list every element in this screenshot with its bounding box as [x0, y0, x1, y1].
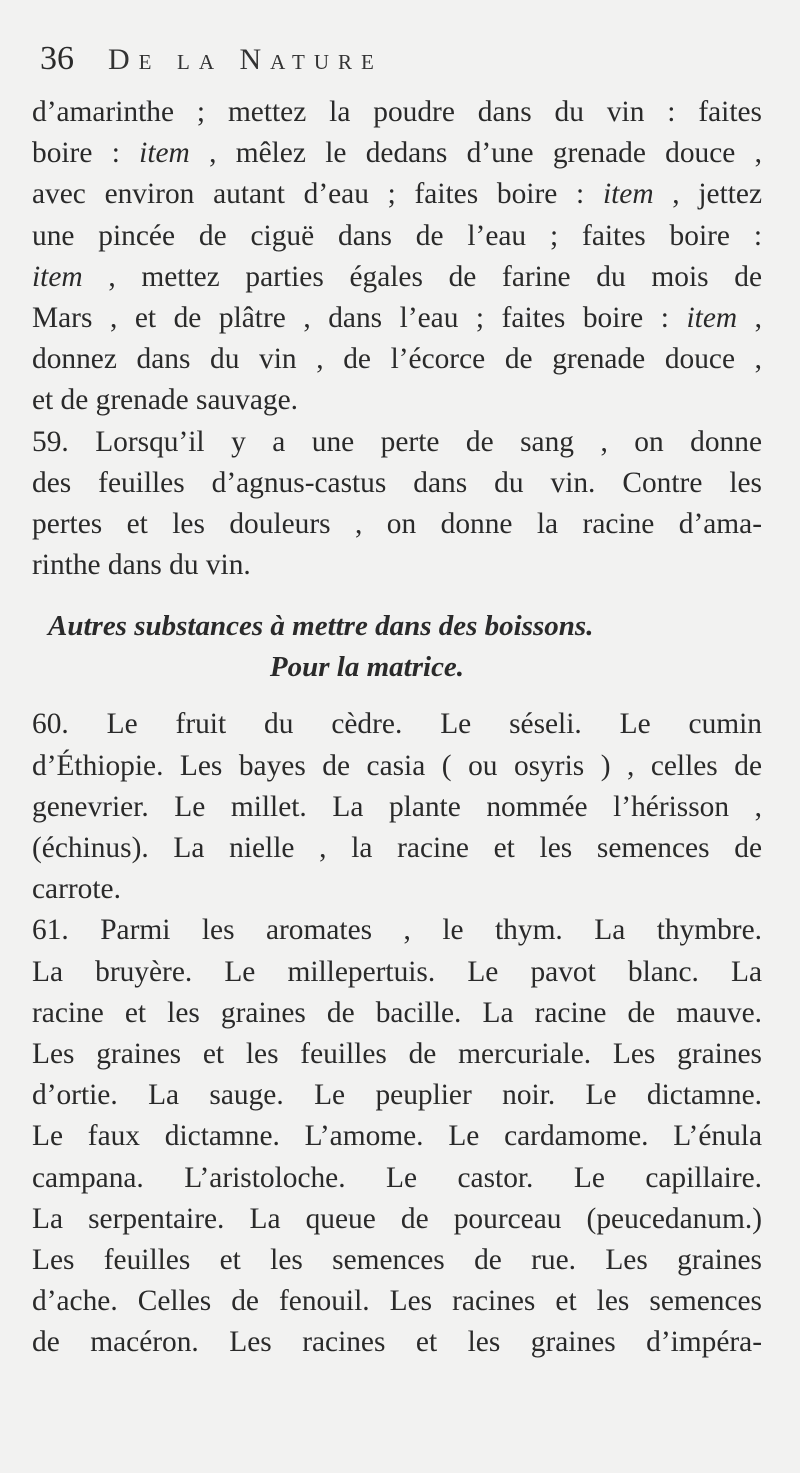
italic-word: item [686, 302, 738, 335]
text-line: de macéron. Les racines et les graines d’impéra- [32, 1326, 762, 1359]
text-line: 61. Parmi les aromates , le thym. La thymbre. [32, 914, 762, 947]
text-line: d’amarinthe ; mettez la poudre dans du vin : faites [32, 96, 762, 128]
text-line: campana. L’aristoloche. Le castor. Le capillaire. [32, 1161, 762, 1194]
paragraph-61 [32, 910, 770, 1363]
text-line: avec environ autant d’eau ; faites boire : item , jettez [32, 178, 762, 211]
text-line: rinthe dans du vin. [32, 549, 251, 582]
text-line: item , mettez parties égales de farine du mois de [32, 260, 762, 293]
text-line: 60. Le fruit du cèdre. Le séseli. Le cumin [32, 708, 762, 741]
text-line: et de grenade sauvage. [32, 384, 299, 417]
text-line: d’Éthiopie. Les bayes de casia ( ou osyris ) , celles de [32, 749, 762, 782]
text-line: Les feuilles et les semences de rue. Les graines [32, 1244, 762, 1277]
text-line: Le faux dictamne. L’amome. Le cardamome. L’énula [32, 1120, 762, 1153]
section-heading-line-1: Autres substances à mettre dans des boissons. [48, 610, 594, 643]
spacer [32, 688, 770, 704]
spacer [32, 586, 770, 606]
text-line: La bruyère. Le millepertuis. Le pavot blanc. La [32, 955, 762, 988]
page-number: 36 [40, 40, 74, 77]
text-line: pertes et les douleurs , on donne la racine d’ama- [32, 508, 762, 541]
section-heading-line-2: Pour la matrice. [269, 651, 465, 684]
italic-word: item [139, 137, 190, 170]
text-line: Les graines et les feuilles de mercuriale. Les graines [32, 1038, 762, 1071]
text-line: La serpentaire. La queue de pourceau (peucedanum.) [32, 1202, 762, 1235]
text-line: des feuilles d’agnus-castus dans du vin. Contre les [32, 466, 762, 499]
paragraph-60 [32, 704, 770, 910]
text-line: d’ache. Celles de fenouil. Les racines et les semences [32, 1285, 762, 1318]
text-line: Mars , et de plâtre , dans l’eau ; faites boire : item , [32, 302, 762, 335]
paragraph-continuation [32, 92, 770, 422]
text-line: 59. Lorsqu’il y a une perte de sang , on donne [32, 425, 762, 458]
italic-word: item [602, 178, 654, 211]
italic-word: item [32, 260, 83, 293]
running-head [40, 40, 770, 84]
text-line: (échinus). La nielle , la racine et les semences de [32, 832, 762, 865]
text-line: boire : item , mêlez le dedans d’une grenade douce , [32, 137, 762, 170]
text-line: racine et les graines de bacille. La racine de mauve. [32, 996, 762, 1029]
paragraph-59 [32, 422, 770, 587]
text-line: donnez dans du vin , de l’écorce de grenade douce , [32, 343, 762, 376]
text-line: genevrier. Le millet. La plante nommée l’hérisson , [32, 790, 762, 823]
section-heading [32, 606, 762, 688]
text-line: carrote. [32, 873, 121, 906]
text-line: d’ortie. La sauge. Le peuplier noir. Le dictamne. [32, 1079, 762, 1112]
running-title: De la Nature [108, 43, 383, 76]
text-line: une pincée de ciguë dans de l’eau ; faites boire : [32, 219, 762, 252]
